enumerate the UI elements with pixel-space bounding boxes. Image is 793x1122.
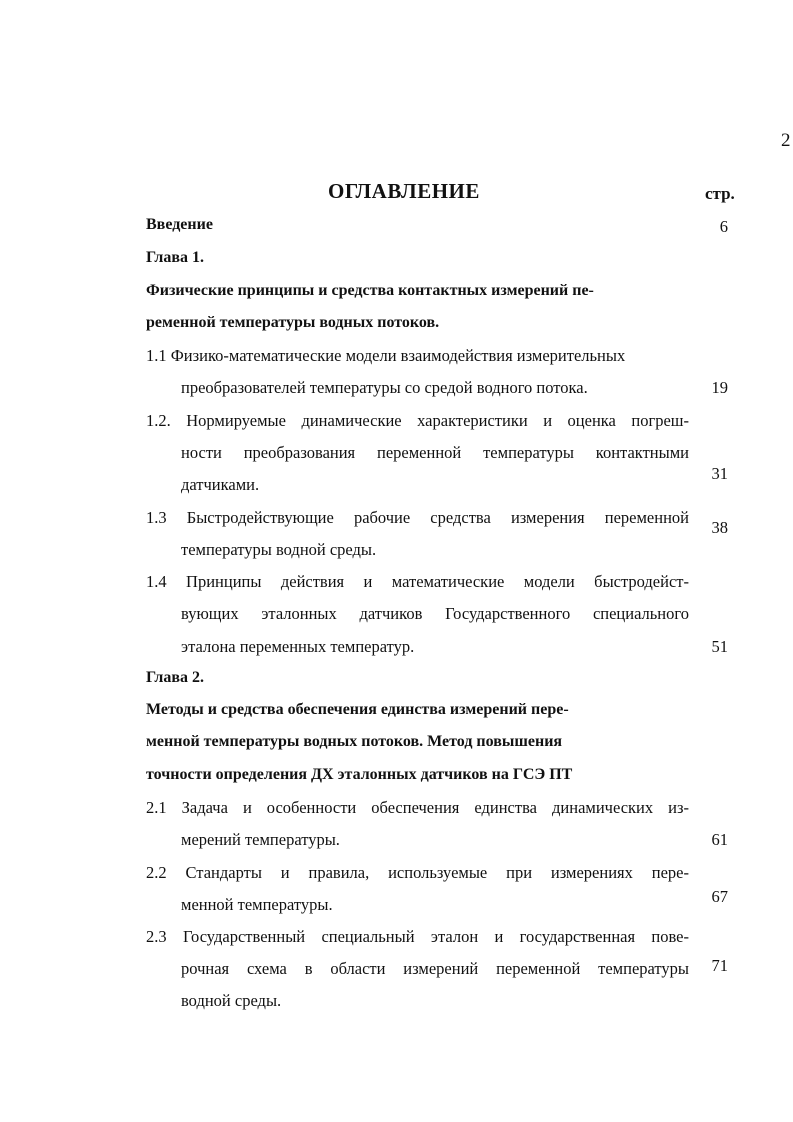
- toc-entry-intro-page: 6: [719, 217, 728, 236]
- toc-entry-1-4-line-3: эталона переменных температур.: [181, 637, 415, 656]
- toc-entry-1-2-page: 31: [711, 464, 728, 483]
- toc-entry-1-3-line-2: температуры водной среды.: [181, 540, 377, 559]
- toc-entry-1-4-line-1: 1.4 Принципы действия и математические модели быстродейст-: [146, 572, 689, 591]
- toc-entry-1-1-page: 19: [711, 378, 728, 397]
- toc-entry-1-1-line-1: 1.1 Физико-математические модели взаимодействия измерительных: [146, 346, 626, 365]
- toc-entry-intro-label: Введение: [146, 216, 213, 233]
- page-column-label: стр.: [705, 184, 735, 203]
- toc-entry-2-3-line-3: водной среды.: [181, 991, 282, 1010]
- chapter-2-heading: Глава 2.: [146, 669, 204, 686]
- chapter-2-title-line-3: точности определения ДХ эталонных датчиков на ГСЭ ПТ: [146, 766, 573, 783]
- chapter-2-title-line-1: Методы и средства обеспечения единства измерений пере-: [146, 701, 569, 718]
- toc-entry-1-3-line-1: 1.3 Быстродействующие рабочие средства измерения переменной: [146, 508, 689, 527]
- toc-entry-1-3-page: 38: [711, 518, 728, 537]
- toc-title: ОГЛАВЛЕНИЕ: [328, 179, 480, 203]
- toc-entry-2-2-page: 67: [711, 887, 728, 906]
- toc-entry-1-2-line-1: 1.2. Нормируемые динамические характеристики и оценка погреш-: [146, 411, 689, 430]
- toc-entry-1-1-line-2: преобразователей температуры со средой водного потока.: [181, 378, 588, 397]
- toc-entry-2-1-page: 61: [711, 830, 728, 849]
- toc-entry-1-4-line-2: вующих эталонных датчиков Государственного специального: [181, 604, 689, 623]
- toc-entry-2-3-line-1: 2.3 Государственный специальный эталон и государственная пове-: [146, 927, 689, 946]
- toc-entry-2-3-line-2: рочная схема в области измерений переменной температуры: [181, 959, 689, 978]
- toc-entry-2-1-line-2: мерений температуры.: [181, 830, 340, 849]
- chapter-2-title-line-2: менной температуры водных потоков. Метод повышения: [146, 733, 563, 750]
- page-number: 2: [781, 130, 791, 151]
- toc-entry-2-2-line-2: менной температуры.: [181, 895, 333, 914]
- chapter-1-heading: Глава 1.: [146, 249, 204, 266]
- toc-entry-2-3-page: 71: [711, 956, 728, 975]
- chapter-1-title-line-2: ременной температуры водных потоков.: [146, 314, 440, 331]
- chapter-1-title-line-1: Физические принципы и средства контактных измерений пе-: [146, 282, 594, 299]
- toc-entry-1-2-line-2: ности преобразования переменной температуры контактными: [181, 443, 689, 462]
- toc-entry-2-1-line-1: 2.1 Задача и особенности обеспечения единства динамических из-: [146, 798, 689, 817]
- toc-entry-1-4-page: 51: [711, 637, 728, 656]
- toc-entry-1-2-line-3: датчиками.: [181, 475, 260, 494]
- toc-entry-2-2-line-1: 2.2 Стандарты и правила, используемые при измерениях пере-: [146, 863, 689, 882]
